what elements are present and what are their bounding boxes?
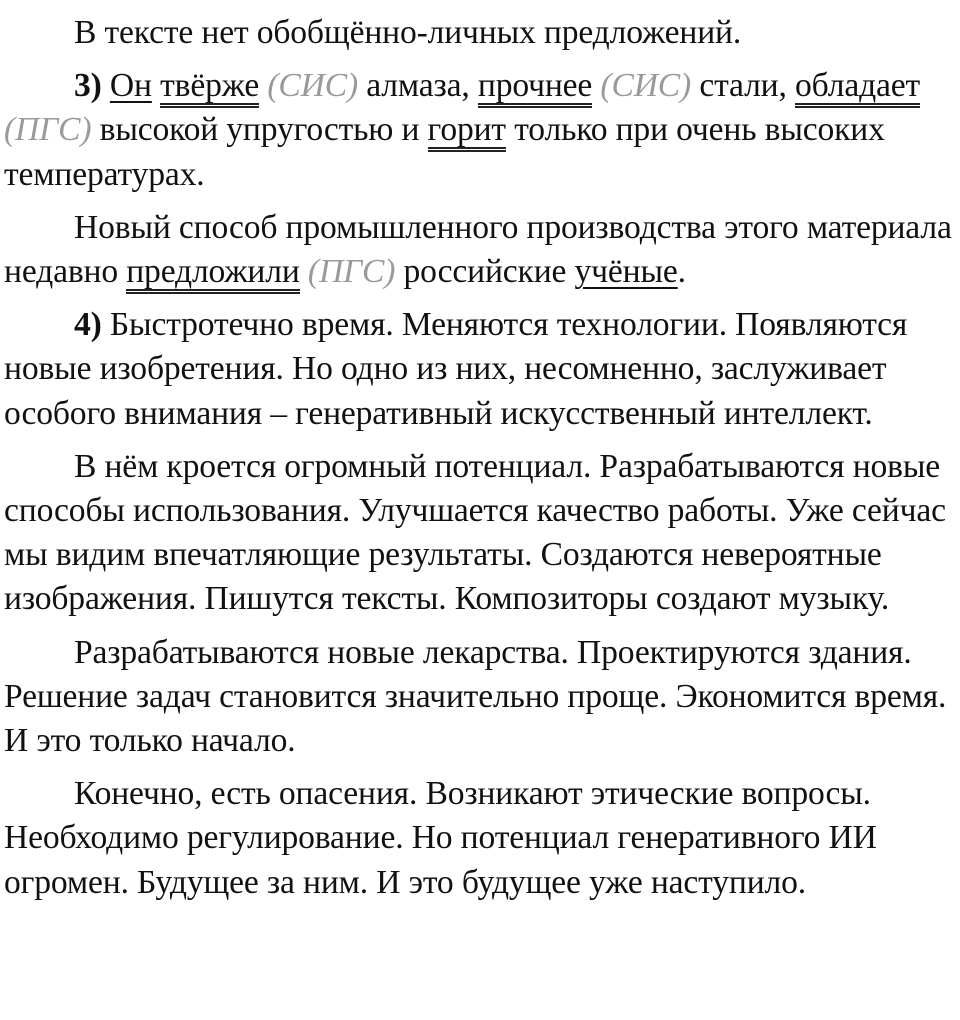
subject-uchenye: учёные [574, 253, 678, 291]
paragraph-potential [4, 445, 956, 622]
word-rossiyskie: российские [403, 253, 567, 291]
paragraph-medicine [4, 631, 956, 764]
paragraph-text: Быстротечно время. Меняются технологии. Появляются новые изобретения. Но одно из них, несомненно, заслуживает особого внимания – генеративный искусственный интеллект. [4, 306, 908, 432]
predicate-tverzhe: твёрже [160, 69, 259, 108]
tag-pgs-2: (ПГС) [307, 253, 396, 291]
tag-pgs-1: (ПГС) [4, 111, 92, 149]
paragraph-new-method [4, 206, 956, 294]
paragraph-text: В нём кроется огромный потенциал. Разрабатываются новые способы использования. Улучшается качество работы. Уже сейчас мы видим впечатляющие результаты. Создаются невероятные изображения. Пишутся тексты. Композиторы создают музыку. [4, 447, 946, 618]
paragraph-example-3 [4, 64, 956, 197]
paragraph-text: Разрабатываются новые лекарства. Проектируются здания. Решение задач становится значительно проще. Экономится время. И это только начало. [4, 633, 947, 760]
predicate-predlozhili: предложили [126, 255, 299, 294]
predicate-gorit: горит [428, 113, 506, 152]
period: . [677, 253, 686, 291]
word-almaza: алмаза, [366, 67, 470, 105]
tag-sis-2: (СИС) [600, 67, 692, 105]
item-number: 3) [74, 67, 102, 105]
words-start: Новый способ промышленного производства этого материала недавно [4, 208, 952, 291]
predicate-prochnee: прочнее [478, 69, 592, 108]
tag-sis-1: (СИС) [267, 67, 358, 105]
paragraph-text: Конечно, есть опасения. Возникают этические вопросы. Необходимо регулирование. Но потенциал генеративного ИИ огромен. Будущее за ним. И это будущее уже наступило. [4, 775, 877, 901]
paragraph-concerns [4, 772, 956, 905]
predicate-obladaet: обладает [795, 69, 920, 108]
words-end: только при очень высоких температурах. [4, 111, 885, 193]
words-middle: высокой упругостью и [99, 111, 420, 149]
paragraph-example-4 [4, 303, 956, 436]
item-number: 4) [74, 306, 102, 344]
subject-on: Он [109, 67, 152, 105]
paragraph-no-generalized-sentences [4, 11, 956, 55]
word-stali: стали, [699, 67, 787, 105]
paragraph-text: В тексте нет обобщённо-личных предложений. [74, 14, 742, 51]
